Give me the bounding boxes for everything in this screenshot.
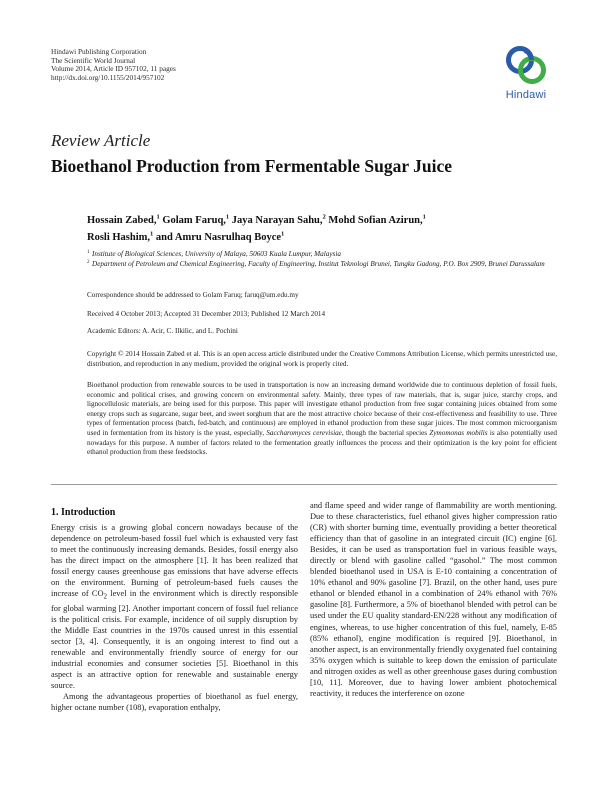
- author[interactable]: Jaya Narayan Sahu,$^2$: [231, 213, 326, 226]
- article-title: Bioethanol Production from Fermentable Sugar Juice: [51, 156, 453, 176]
- publisher-line: Hindawi Publishing Corporation: [51, 47, 147, 56]
- journal-name: The Scientific World Journal: [51, 55, 136, 65]
- paragraph: Energy crisis is a growing global concern nowadays because of the dependence on petroleum-based fossil fuel which is exhausted very fast to meet the continuously increasing demands. Besides, fossil energy also has the direct impact on the atmosphere [1]. It has been realized that fossil energy causes greenhouse gas emissions that have adverse effects on the environment. Burning of petroleum-based fuels causes the increase of $CO_2$ level in the environment which is directly responsible for global warming [2]. Another important concern of fossil fuel reliance is the political crisis. For example, incidence of oil supply disruption by the Middle East countries in the 1970s caused unrest in this essential sector [3, 4]. Consequently, it is an ongoing interest to find out a renewable and environmentally friendly source of energy for our industrial economies and consumer societies [5]. Bioethanol in this aspect is an attractive option for renewable and sustainable energy source.: [51, 523, 298, 691]
- body-column-right: [310, 500, 557, 699]
- journal-masthead: [51, 48, 301, 82]
- volume-line: Volume 2014, Article ID 957102, 11 pages: [51, 64, 176, 74]
- doi-link[interactable]: http://dx.doi.org/10.1155/2014/957102: [51, 72, 165, 82]
- author[interactable]: Mohd Sofian Azirun,$^1$: [328, 213, 426, 226]
- affiliation: 2 Department of Petroleum and Chemical Engineering, Faculty of Engineering, Institut Teknologi Brunei, Tungku Gadong, P.O. Box 2909, Brunei Darussalam: [87, 259, 545, 268]
- publication-dates: Received 4 October 2013; Accepted 31 December 2013; Published 12 March 2014: [87, 310, 326, 318]
- academic-editors: Academic Editors: A. Acir, C. Ilkilic, and L. Pochini: [87, 327, 238, 335]
- affiliation: 1 Institute of Biological Sciences, University of Malaya, 50603 Kuala Lumpur, Malaysia: [87, 250, 341, 258]
- correspondence: Correspondence should be addressed to Golam Faruq; faruq@um.edu.my: [87, 291, 299, 299]
- author[interactable]: Hossain Zabed,$^1$: [87, 213, 160, 226]
- author-list: [87, 210, 547, 245]
- affiliations: [87, 250, 557, 269]
- paragraph: Among the advantageous properties of bioethanol as fuel energy, higher octane number (108), evaporation enthalpy,: [51, 692, 298, 713]
- author[interactable]: Rosli Hashim,$^1$: [87, 230, 154, 243]
- hindawi-logo-text: Hindawi: [505, 89, 547, 101]
- body-column-left: [51, 522, 298, 713]
- hindawi-rings-icon: [503, 43, 549, 87]
- author[interactable]: and Amru Nasrulhaq Boyce$^1$: [155, 230, 285, 243]
- section-heading: 1. Introduction: [51, 507, 116, 518]
- copyright-notice: Copyright © 2014 Hossain Zabed et al. This is an open access article distributed under the Creative Commons Attribution License, which permits unrestricted use, distribution, and reproduction in any medium, provided the original work is properly cited.: [87, 350, 557, 368]
- author[interactable]: Golam Faruq,$^1$: [162, 213, 230, 226]
- article-type: Review Article: [51, 131, 151, 150]
- paragraph: and flame speed and wider range of flammability are worth mentioning. Due to these characteristics, fuel ethanol gives higher compression ratio (CR) with shorter burning time, eventually providing a better theoretical efficiency than that of gasoline in an integrated circuit (IC) engine [6]. Besides, it can be used as transportation fuel in various feasible ways, directly or blend with gasoline called “gasohol.” The most common blended bioethanol used in USA is E-10 containing a concentration of 10% ethanol and 90% gasoline [7]. Brazil, on the other hand, uses pure ethanol or blended ethanol in a combination of 24% ethanol with 76% gasoline [8]. Furthermore, a 5% of bioethanol blended with petrol can be used under the EU quality standard-EN/228 without any modification of engines, whereas, to use higher concentration of this fuel, namely, E-85 (85% ethanol), engine modification is required [9]. Bioethanol, in another aspect, is an environmentally friendly oxygenated fuel containing 35% oxygen which is suitable to keep down the emission of particulate and nitrogen oxides as well as other greenhouse gases during combustion [10, 11]. Moreover, due to having lower ambient photochemical reactivity, it reduces the interference on ozone: [310, 501, 557, 698]
- abstract: Bioethanol production from renewable sources to be used in transportation is now an increasing demand worldwide due to continuous depletion of fossil fuels, economic and political crises, and growing concern on environmental safety. Mainly, three types of raw materials, that is, sugar juice, starchy crops, and lignocellulosic materials, are being used for this purpose. This paper will investigate ethanol production from free sugar containing juices obtained from some energy crops such as sugarcane, sugar beet, and sweet sorghum that are the most attractive choice because of their cost-effectiveness and feasibility to use. Three types of fermentation process (batch, fed-batch, and continuous) are employed in ethanol production from these sugar juices. The most common microorganism used in fermentation from its history is the yeast, especially, Saccharomyces cerevisiae, though the bacterial species Zymomonas mobilis is also potentially used nowadays for this purpose. A number of factors related to the fermentation greatly influences the process and their optimization is the key point for efficient ethanol production from these feedstocks.: [87, 381, 557, 457]
- section-divider: [51, 484, 557, 485]
- hindawi-logo: [496, 43, 556, 105]
